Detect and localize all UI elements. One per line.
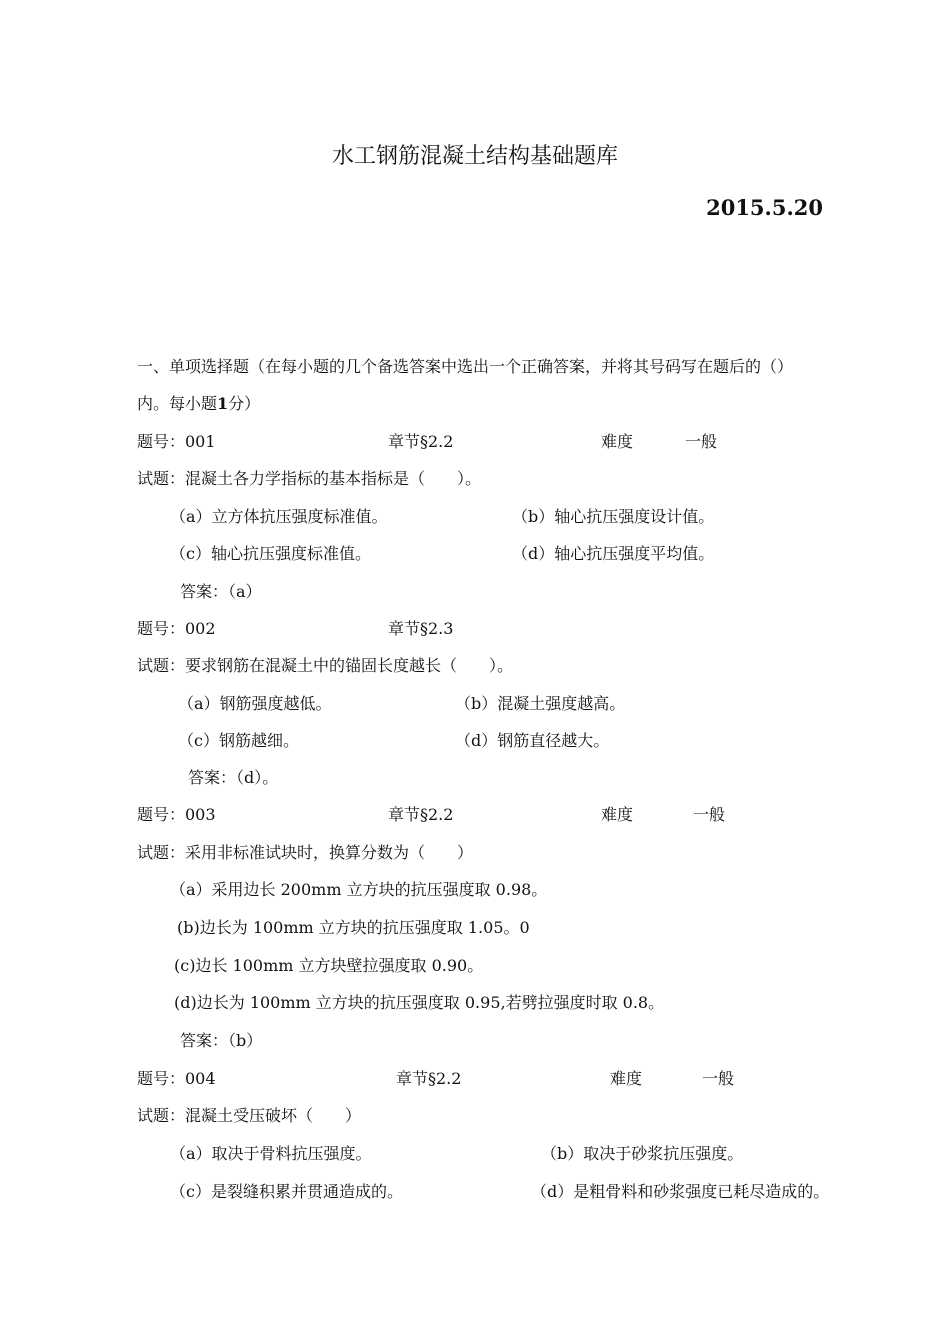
option-c: （c）轴心抗压强度标准值。 — [170, 544, 371, 563]
difficulty-value: 一般 — [693, 805, 726, 824]
question-stem: 试题：采用非标准试块时，换算分数为（ ） — [137, 843, 474, 862]
answer: 答案：（d）。 — [188, 768, 279, 787]
question-chapter: 章节§2.2 — [388, 432, 454, 451]
option-c: （c）是裂缝积累并贯通造成的。 — [170, 1182, 403, 1201]
difficulty-value: 一般 — [702, 1069, 735, 1088]
option-a: （a）取决于骨料抗压强度。 — [170, 1144, 372, 1163]
question-number: 题号：004 — [137, 1069, 216, 1088]
option-b: （b）轴心抗压强度设计值。 — [512, 507, 715, 526]
option-c: (c)边长 100mm 立方块壁拉强度取 0.90。 — [174, 956, 484, 975]
option-d: （d）钢筋直径越大。 — [455, 731, 610, 750]
difficulty-label: 难度 — [601, 805, 634, 824]
option-d: （d）是粗骨料和砂浆强度已耗尽造成的。 — [531, 1182, 830, 1201]
document-title: 水工钢筋混凝土结构基础题库 — [331, 144, 618, 169]
document-date: 2015.5.20 — [706, 195, 823, 220]
question-stem: 试题：混凝土受压破坏（ ） — [137, 1106, 362, 1125]
option-a: （a）立方体抗压强度标准值。 — [170, 507, 388, 526]
section-heading-line2: 内。每小题1分） — [137, 394, 261, 413]
answer: 答案：（a） — [180, 582, 262, 601]
question-stem: 试题：要求钢筋在混凝土中的锚固长度越长（ ）。 — [137, 656, 514, 675]
option-c: （c）钢筋越细。 — [178, 731, 299, 750]
option-b: （b）取决于砂浆抗压强度。 — [541, 1144, 744, 1163]
question-stem: 试题：混凝土各力学指标的基本指标是（ ）。 — [137, 469, 482, 488]
option-a: （a）钢筋强度越低。 — [178, 694, 332, 713]
difficulty-label: 难度 — [601, 432, 634, 451]
question-number: 题号：002 — [137, 619, 216, 638]
option-b: （b）混凝土强度越高。 — [455, 694, 626, 713]
difficulty-value: 一般 — [685, 432, 718, 451]
question-number: 题号：001 — [137, 432, 216, 451]
question-chapter: 章节§2.2 — [396, 1069, 462, 1088]
question-number: 题号：003 — [137, 805, 216, 824]
option-d: (d)边长为 100mm 立方块的抗压强度取 0.95,若劈拉强度时取 0.8。 — [174, 993, 665, 1012]
section-heading-line1: 一、单项选择题（在每小题的几个备选答案中选出一个正确答案，并将其号码写在题后的（） — [137, 357, 794, 376]
answer: 答案：（b） — [180, 1031, 263, 1050]
option-b: (b)边长为 100mm 立方块的抗压强度取 1.05。0 — [177, 918, 530, 937]
question-chapter: 章节§2.2 — [388, 805, 454, 824]
option-d: （d）轴心抗压强度平均值。 — [512, 544, 715, 563]
difficulty-label: 难度 — [610, 1069, 643, 1088]
option-a: （a）采用边长 200mm 立方块的抗压强度取 0.98。 — [170, 880, 548, 899]
question-chapter: 章节§2.3 — [388, 619, 454, 638]
